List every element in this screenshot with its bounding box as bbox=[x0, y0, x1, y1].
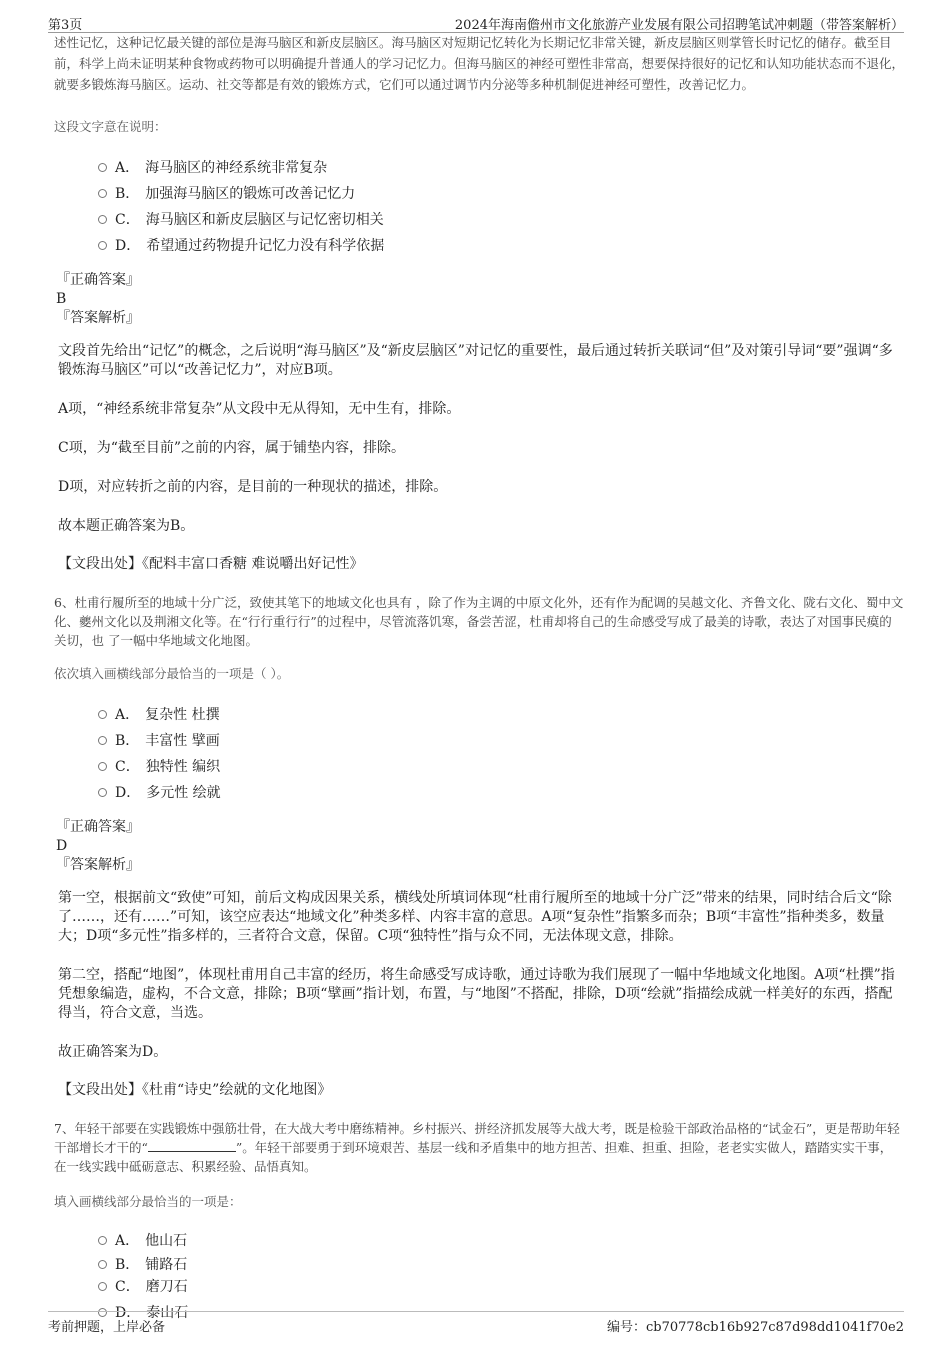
q5-options bbox=[98, 155, 904, 259]
q5-answer-label: 『正确答案』 bbox=[56, 272, 140, 288]
q7-option-b[interactable]: B． 铺路石 bbox=[98, 1254, 904, 1276]
q6-explanation-2: 第二空，搭配“地图”，体现杜甫用自己丰富的经历，将生命感受写成诗歌，通过诗歌为我们展现了一幅中华地域文化地图。A项“杜撰”指凭想象编造，虚构，不合文意，排除；B项“擘画”指计划，布置，与“地图”不搭配，排除，D项“绘就”指描绘成就一样美好的东西，搭配得当，符合文意，当选。 bbox=[58, 967, 895, 1021]
q5-option-d[interactable]: D． 希望通过药物提升记忆力没有科学依据 bbox=[98, 233, 904, 259]
q5-explanation-3: C项，为“截至目前”之前的内容，属于铺垫内容，排除。 bbox=[58, 440, 406, 456]
q5-passage: 述性记忆，这种记忆最关键的部位是海马脑区和新皮层脑区。海马脑区对短期记忆转化为长期记忆非常关键，新皮层脑区则掌管长时记忆的储存。截至目前，科学上尚未证明某种食物或药物可以明确提升普通人的学习记忆力。但海马脑区的神经可塑性非常高，想要保持很好的记忆和认知功能状态而不退化，就要多锻炼海马脑区。运动、社交等都是有效的锻炼方式，它们可以通过调节内分泌等多种机制促进神经可塑性，改善记忆力。 bbox=[54, 35, 905, 92]
question-5 bbox=[54, 32, 904, 573]
document-title: 2024年海南儋州市文化旅游产业发展有限公司招聘笔试冲刺题（带答案解析） bbox=[454, 18, 904, 33]
q5-answer: B bbox=[56, 291, 67, 307]
q6-analysis-label: 『答案解析』 bbox=[56, 857, 140, 873]
q5-source: 【文段出处】《配料丰富口香糖 难说嚼出好记性》 bbox=[58, 556, 364, 572]
q5-option-c[interactable]: C． 海马脑区和新皮层脑区与记忆密切相关 bbox=[98, 207, 904, 233]
radio-icon[interactable] bbox=[98, 1260, 107, 1269]
q6-passage: 6、杜甫行履所至的地域十分广泛，致使其笔下的地域文化也具有 ，除了作为主调的中原文化外，还有作为配调的吴越文化、齐鲁文化、陇右文化、蜀中文化、夔州文化以及荆湘文化等。在“行行重行行”的过程中，尽管流落饥寒，备尝苦涩，杜甫却将自己的生命感受写成了最美的诗歌，表达了对国事民瘼的关切，也 了一幅中华地域文化地图。 bbox=[54, 595, 904, 648]
q7-passage: 7、年轻干部要在实践锻炼中强筋壮骨，在大战大考中磨练精神。乡村振兴、拼经济抓发展等大战大考，既是检验干部政治品格的“试金石”，更是帮助年轻干部增长才干的“ ”。年轻干部要勇于到环境艰苦、基层一线和矛盾集中的地方担苦、担难、担重、担险，老老实实做人，踏踏实实干事，在一线实践中砥砺意志、积累经验、品悟真知。 bbox=[54, 1121, 900, 1174]
q7-option-a[interactable]: A． 他山石 bbox=[98, 1228, 904, 1254]
page-footer bbox=[48, 1311, 904, 1336]
question-6 bbox=[54, 593, 904, 1099]
q6-explanation-3: 故正确答案为D。 bbox=[58, 1044, 168, 1060]
q6-answer: D bbox=[56, 838, 68, 854]
radio-icon[interactable] bbox=[98, 1236, 107, 1245]
q6-options bbox=[98, 702, 904, 806]
q6-option-a[interactable]: A． 复杂性 杜撰 bbox=[98, 702, 904, 728]
page-number: 第3页 bbox=[48, 18, 83, 33]
document-id: 编号：cb70778cb16b927c87d98dd1041f70e2 bbox=[607, 1320, 904, 1335]
page-header bbox=[48, 10, 904, 33]
fill-blank bbox=[148, 1139, 236, 1152]
q7-question: 填入画横线部分最恰当的一项是： bbox=[54, 1194, 242, 1209]
radio-icon[interactable] bbox=[98, 241, 107, 250]
q6-question: 依次填入画横线部分最恰当的一项是（ ）。 bbox=[54, 666, 290, 681]
radio-icon[interactable] bbox=[98, 736, 107, 745]
document-body bbox=[54, 32, 904, 1326]
q6-option-b[interactable]: B． 丰富性 擘画 bbox=[98, 728, 904, 754]
q5-explanation-1: 文段首先给出“记忆”的概念，之后说明“海马脑区”及“新皮层脑区”对记忆的重要性，最后通过转折关联词“但”及对策引导词“要”强调“多锻炼海马脑区”可以“改善记忆力”，对应B项。 bbox=[58, 343, 893, 378]
footer-slogan: 考前押题，上岸必备 bbox=[48, 1320, 166, 1335]
q6-option-d[interactable]: D． 多元性 绘就 bbox=[98, 780, 904, 806]
radio-icon[interactable] bbox=[98, 163, 107, 172]
q6-source: 【文段出处】《杜甫“诗史”绘就的文化地图》 bbox=[58, 1082, 332, 1098]
q6-answer-label: 『正确答案』 bbox=[56, 819, 140, 835]
question-7 bbox=[54, 1119, 904, 1326]
q5-analysis-label: 『答案解析』 bbox=[56, 310, 140, 326]
q5-explanation-2: A项，“神经系统非常复杂”从文段中无从得知，无中生有，排除。 bbox=[58, 401, 461, 417]
radio-icon[interactable] bbox=[98, 762, 107, 771]
q5-explanation-4: D项，对应转折之前的内容，是目前的一种现状的描述，排除。 bbox=[58, 479, 448, 495]
q5-option-b[interactable]: B． 加强海马脑区的锻炼可改善记忆力 bbox=[98, 181, 904, 207]
q6-option-c[interactable]: C． 独特性 编织 bbox=[98, 754, 904, 780]
radio-icon[interactable] bbox=[98, 788, 107, 797]
q5-question: 这段文字意在说明： bbox=[54, 119, 167, 134]
q7-option-c[interactable]: C． 磨刀石 bbox=[98, 1276, 904, 1300]
q7-option-d[interactable]: D． 泰山石 bbox=[98, 1300, 904, 1326]
radio-icon[interactable] bbox=[98, 1282, 107, 1291]
radio-icon[interactable] bbox=[98, 710, 107, 719]
radio-icon[interactable] bbox=[98, 215, 107, 224]
q5-option-a[interactable]: A． 海马脑区的神经系统非常复杂 bbox=[98, 155, 904, 181]
q5-explanation-5: 故本题正确答案为B。 bbox=[58, 518, 195, 534]
q6-explanation-1: 第一空，根据前文“致使”可知，前后文构成因果关系，横线处所填词体现“杜甫行履所至的地域十分广泛”带来的结果，同时结合后文“除了……，还有……”可知，该空应表达“地域文化”种类多样、内容丰富的意思。A项“复杂性”指繁多而杂；B项“丰富性”指种类多，数量大；D项“多元性”指多样的，三者符合文意，保留。C项“独特性”指与众不同，无法体现文意，排除。 bbox=[58, 890, 892, 944]
radio-icon[interactable] bbox=[98, 189, 107, 198]
